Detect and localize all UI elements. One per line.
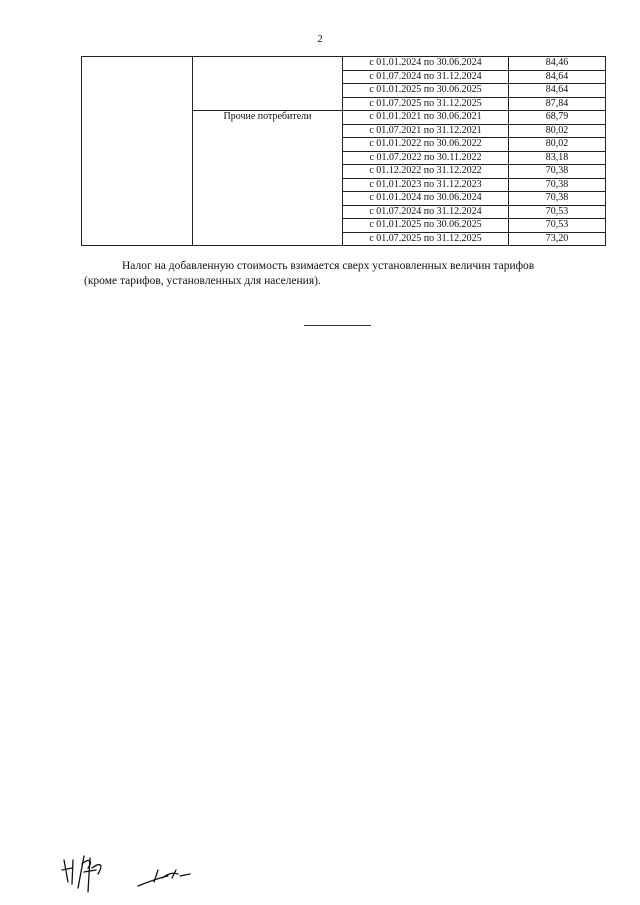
- vat-note: [84, 259, 604, 289]
- period-cell: с 01.07.2024 по 31.12.2024: [343, 205, 509, 219]
- signature-icon: [58, 848, 208, 898]
- tariff-value-cell: 80,02: [509, 138, 606, 152]
- tariff-value-cell: 70,53: [509, 219, 606, 233]
- period-cell: с 01.07.2022 по 30.11.2022: [343, 151, 509, 165]
- period-cell: с 01.07.2025 по 31.12.2025: [343, 97, 509, 111]
- tariff-value-cell: 70,38: [509, 192, 606, 206]
- merged-blank-cell: [82, 57, 193, 246]
- period-cell: с 01.01.2024 по 30.06.2024: [343, 57, 509, 71]
- tariff-value-cell: 84,64: [509, 84, 606, 98]
- period-cell: с 01.01.2021 по 30.06.2021: [343, 111, 509, 125]
- tariff-value-cell: 84,46: [509, 57, 606, 71]
- table-row: [82, 57, 606, 71]
- period-cell: с 01.12.2022 по 31.12.2022: [343, 165, 509, 179]
- tariff-value-cell: 68,79: [509, 111, 606, 125]
- end-divider: [304, 325, 371, 326]
- tariff-value-cell: 70,38: [509, 165, 606, 179]
- period-cell: с 01.07.2025 по 31.12.2025: [343, 232, 509, 246]
- tariff-value-cell: 87,84: [509, 97, 606, 111]
- period-cell: с 01.01.2025 по 30.06.2025: [343, 84, 509, 98]
- consumer-group-label: Прочие потребители: [193, 111, 343, 246]
- tariff-value-cell: 84,64: [509, 70, 606, 84]
- vat-note-line1: Налог на добавленную стоимость взимается сверх установленных величин тарифов: [122, 260, 535, 272]
- tariff-value-cell: 73,20: [509, 232, 606, 246]
- group1-label-cell: [193, 57, 343, 111]
- period-cell: с 01.01.2022 по 30.06.2022: [343, 138, 509, 152]
- period-cell: с 01.01.2024 по 30.06.2024: [343, 192, 509, 206]
- period-cell: с 01.01.2023 по 31.12.2023: [343, 178, 509, 192]
- tariff-value-cell: 83,18: [509, 151, 606, 165]
- tariff-table: [81, 56, 606, 246]
- tariff-table-body: [82, 57, 606, 246]
- period-cell: с 01.01.2025 по 30.06.2025: [343, 219, 509, 233]
- period-cell: с 01.07.2021 по 31.12.2021: [343, 124, 509, 138]
- vat-note-line2: (кроме тарифов, установленных для населения).: [84, 275, 321, 287]
- page-number: 2: [317, 33, 323, 45]
- tariff-value-cell: 70,53: [509, 205, 606, 219]
- tariff-value-cell: 70,38: [509, 178, 606, 192]
- period-cell: с 01.07.2024 по 31.12.2024: [343, 70, 509, 84]
- tariff-value-cell: 80,02: [509, 124, 606, 138]
